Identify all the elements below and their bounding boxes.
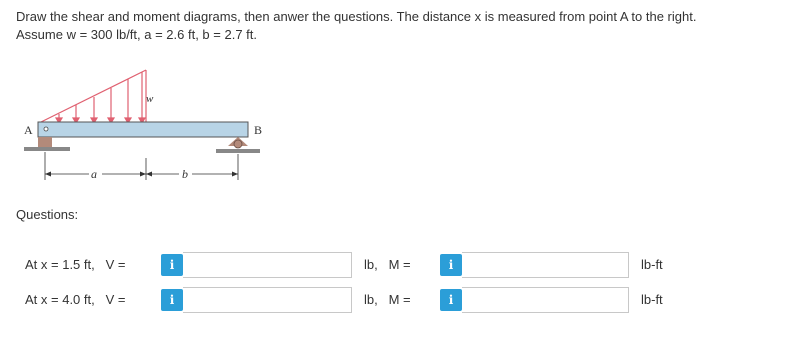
info-icon[interactable]: i: [440, 254, 462, 276]
pin-icon: [44, 127, 48, 131]
moment-unit: lb-ft: [641, 292, 663, 307]
beam-diagram: [14, 62, 274, 192]
shear-input[interactable]: [183, 287, 352, 313]
question-row: [0, 252, 809, 280]
label-B: B: [254, 123, 263, 137]
left-support: [24, 137, 70, 151]
info-icon[interactable]: i: [161, 254, 183, 276]
shear-input[interactable]: [183, 252, 352, 278]
info-icon[interactable]: i: [161, 289, 183, 311]
shear-unit: lb, M =: [364, 292, 411, 307]
questions-label: Questions:: [16, 207, 79, 222]
shear-unit: lb, M =: [364, 257, 411, 272]
problem-line-2: Assume w = 300 lb/ft, a = 2.6 ft, b = 2.7 ft.: [16, 27, 257, 42]
label-a: a: [91, 167, 97, 181]
beam: [38, 122, 248, 137]
problem-statement: [16, 8, 796, 44]
beam-figure: [14, 62, 274, 192]
question-prompt: At x = 1.5 ft, V =: [25, 257, 126, 272]
moment-input[interactable]: [462, 252, 629, 278]
right-support: [216, 137, 260, 153]
question-row: [0, 287, 809, 315]
distributed-load: [41, 70, 146, 123]
problem-line-1: Draw the shear and moment diagrams, then anwer the questions. The distance x is measured from point A to the right.: [16, 9, 697, 24]
label-A: A: [24, 123, 33, 137]
moment-unit: lb-ft: [641, 257, 663, 272]
question-prompt: At x = 4.0 ft, V =: [25, 292, 126, 307]
moment-input[interactable]: [462, 287, 629, 313]
label-w: w: [146, 93, 154, 105]
info-icon[interactable]: i: [440, 289, 462, 311]
label-b: b: [182, 167, 188, 181]
